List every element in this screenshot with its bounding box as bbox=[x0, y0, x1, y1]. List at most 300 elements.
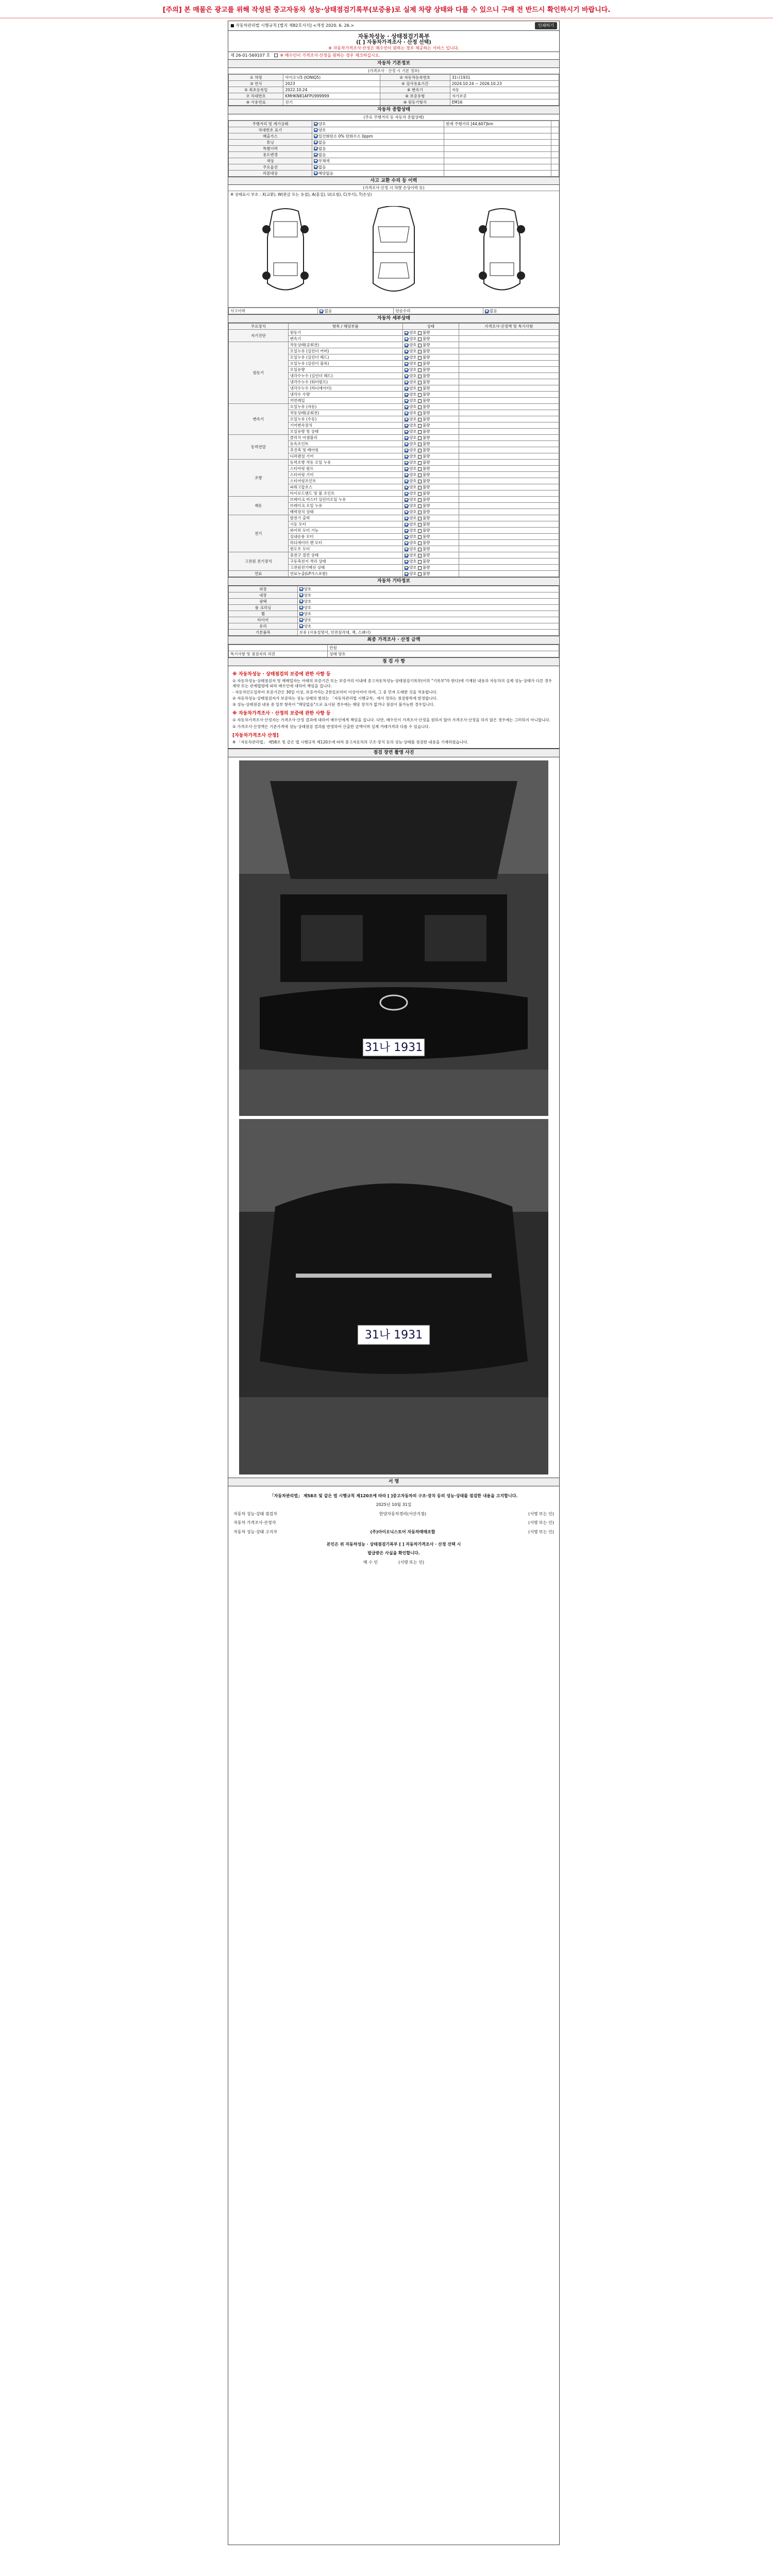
notes-section bbox=[228, 658, 559, 749]
status-bad-label: 불량 bbox=[422, 349, 430, 354]
appraiser-line bbox=[233, 1520, 554, 1526]
status-ok-checkbox[interactable] bbox=[405, 517, 408, 520]
status-ok-label: 양호 bbox=[409, 361, 417, 366]
status-bad-checkbox[interactable] bbox=[418, 467, 422, 471]
rear-photo bbox=[239, 1119, 548, 1475]
status-ok-checkbox[interactable] bbox=[405, 455, 408, 459]
status-ok-label: 양호 bbox=[409, 374, 417, 379]
detail-note bbox=[459, 571, 559, 577]
detail-column-header: 항목 / 해당부품 bbox=[288, 324, 402, 330]
other-info-checkbox[interactable] bbox=[299, 606, 303, 609]
status-bad-label: 불량 bbox=[422, 374, 430, 379]
notice-value: (주)아이오닉스토어 자동차매매조합 bbox=[370, 1529, 435, 1534]
status-ok-checkbox[interactable] bbox=[405, 492, 408, 496]
status-ok-label: 양호 bbox=[409, 417, 417, 422]
detail-column-header: 가격조사·산정액 및 특기사항 bbox=[459, 324, 559, 330]
detail-group-name: 동력전달 bbox=[229, 435, 289, 460]
status-bad-label: 불량 bbox=[422, 522, 430, 527]
general-status-row bbox=[229, 158, 559, 164]
detail-item: 시동 모터 bbox=[288, 521, 402, 528]
status-bad-checkbox[interactable] bbox=[418, 443, 422, 446]
status-bad-checkbox[interactable] bbox=[418, 492, 422, 496]
general-status-price bbox=[551, 164, 559, 170]
notes-heading-1: ※ 자동차성능 · 상태점검의 보증에 관한 사항 등 bbox=[232, 671, 331, 677]
status-ok-checkbox[interactable] bbox=[405, 381, 408, 384]
notes-p6: ② 가격조사·산정액은 기준가격에 성능·상태점검 결과를 반영하여 산출한 금액이며 실제 거래가격과 다를 수 있습니다. bbox=[232, 724, 430, 729]
print-button[interactable]: 인쇄하기 bbox=[535, 22, 557, 29]
detail-group-name: 전기 bbox=[229, 515, 289, 552]
basic-info-title: 자동차 기본정보 bbox=[228, 60, 559, 68]
status-bad-checkbox[interactable] bbox=[418, 511, 422, 514]
status-bad-checkbox[interactable] bbox=[418, 498, 422, 502]
inspection-record-sheet bbox=[228, 21, 560, 2545]
status-bad-checkbox[interactable] bbox=[418, 362, 422, 366]
detail-note bbox=[459, 435, 559, 441]
price-amount: 만원 bbox=[328, 645, 559, 651]
detail-item: 윈도우 모터 bbox=[288, 546, 402, 552]
status-ok-checkbox[interactable] bbox=[405, 541, 408, 545]
general-status-label: 특별이력 bbox=[229, 145, 312, 151]
other-info-checkbox[interactable] bbox=[299, 594, 303, 597]
status-ok-label: 양호 bbox=[409, 571, 417, 577]
detail-item: 디퍼렌셜 기어 bbox=[288, 453, 402, 460]
status-bad-checkbox[interactable] bbox=[418, 418, 422, 421]
status-bad-label: 불량 bbox=[422, 330, 430, 335]
other-info-value: 양호 bbox=[304, 592, 312, 598]
basic-info-label: ⑤ 최초등록일 bbox=[229, 87, 283, 93]
status-bad-label: 불량 bbox=[422, 343, 430, 348]
status-bad-label: 불량 bbox=[422, 454, 430, 459]
status-bad-checkbox[interactable] bbox=[418, 560, 422, 564]
notes-p2: - 자동차인도일부터 보증기간은 30일 이상, 보증거리는 2천킬로미터 이상이어야 하며, 그 중 먼저 도래한 것을 적용합니다. bbox=[232, 689, 438, 694]
basic-info-value2: 2024.10.24 ~ 2026.10.23 bbox=[450, 80, 559, 87]
status-bad-label: 불량 bbox=[422, 559, 430, 564]
detail-item: 오일누유 (실린더 헤드) bbox=[288, 354, 402, 361]
status-ok-checkbox[interactable] bbox=[405, 350, 408, 353]
status-ok-checkbox[interactable] bbox=[405, 473, 408, 477]
appraiser-label: 자동차 가격조사·산정자 bbox=[233, 1520, 276, 1526]
status-ok-label: 양호 bbox=[409, 528, 417, 533]
status-ok-label: 양호 bbox=[409, 553, 417, 558]
status-bad-checkbox[interactable] bbox=[418, 517, 422, 520]
detail-note bbox=[459, 398, 559, 404]
detail-note bbox=[459, 503, 559, 509]
general-status-price bbox=[551, 158, 559, 164]
document-title bbox=[228, 31, 559, 53]
status-bad-checkbox[interactable] bbox=[418, 449, 422, 452]
general-status-detail bbox=[444, 145, 551, 151]
status-checkbox[interactable] bbox=[314, 159, 317, 163]
status-bad-label: 불량 bbox=[422, 510, 430, 515]
status-bad-checkbox[interactable] bbox=[418, 424, 422, 428]
general-status-detail bbox=[444, 158, 551, 164]
rear-image bbox=[239, 1119, 548, 1475]
status-ok-checkbox[interactable] bbox=[405, 560, 408, 564]
status-ok-label: 양호 bbox=[409, 429, 417, 434]
general-status-price bbox=[551, 127, 559, 133]
detail-item: 커먼레일 bbox=[288, 398, 402, 404]
signature-date: 2025년 10월 31일 bbox=[376, 1502, 412, 1507]
general-status-value: 없음 bbox=[318, 140, 326, 145]
notes-heading-2: ※ 자동차가격조사 · 산정의 보증에 관한 사항 등 bbox=[232, 711, 331, 717]
inspector-label: 자동차 성능·상태 점검자 bbox=[233, 1511, 277, 1516]
status-ok-checkbox[interactable] bbox=[405, 430, 408, 434]
detail-note bbox=[459, 552, 559, 558]
detail-note bbox=[459, 515, 559, 521]
detail-item: 오일누유 (실린더 블록) bbox=[288, 361, 402, 367]
status-bad-checkbox[interactable] bbox=[418, 572, 422, 576]
status-ok-label: 양호 bbox=[409, 411, 417, 416]
detail-note bbox=[459, 490, 559, 497]
other-info-checkbox[interactable] bbox=[299, 618, 303, 622]
status-checkbox[interactable] bbox=[314, 165, 317, 169]
other-info-value: 양호 bbox=[304, 586, 312, 591]
detail-item: 구동축전지 격리 상태 bbox=[288, 558, 402, 565]
general-status-detail bbox=[444, 133, 551, 139]
status-bad-label: 불량 bbox=[422, 553, 430, 558]
status-bad-label: 불량 bbox=[422, 565, 430, 570]
plate-text-2: 31나 1931 bbox=[364, 1328, 423, 1342]
general-status-value: 무채색 bbox=[318, 158, 330, 163]
detail-note bbox=[459, 534, 559, 540]
status-ok-checkbox[interactable] bbox=[405, 436, 408, 440]
detail-item: 동력조향 작동 오일 누유 bbox=[288, 460, 402, 466]
status-ok-checkbox[interactable] bbox=[405, 368, 408, 372]
status-bad-checkbox[interactable] bbox=[418, 535, 422, 539]
status-ok-label: 양호 bbox=[409, 454, 417, 459]
general-status-table bbox=[228, 121, 559, 177]
status-bad-checkbox[interactable] bbox=[418, 393, 422, 397]
general-status-label: 리콜대상 bbox=[229, 170, 312, 176]
detail-note bbox=[459, 361, 559, 367]
signature-section bbox=[228, 1478, 559, 1572]
status-ok-label: 양호 bbox=[409, 336, 417, 342]
basic-info-row bbox=[229, 80, 559, 87]
detail-item: 충전구 절연 상태 bbox=[288, 552, 402, 558]
detail-item: 작동상태(공회전) bbox=[288, 410, 402, 416]
car-top-view-icon bbox=[360, 206, 427, 299]
basic-info-table bbox=[228, 74, 559, 106]
title-line1: 자동차성능 · 상태점검기록부 bbox=[358, 32, 430, 40]
detail-item: 발전기 출력 bbox=[288, 515, 402, 521]
general-status-row bbox=[229, 127, 559, 133]
status-ok-checkbox[interactable] bbox=[405, 344, 408, 347]
notes-p5: ① 자동차가격조사·산정자는 가격조사·산정 결과에 대하여 매수인에게 책임을 집니다. 다만, 매수인이 가격조사·산정을 원하지 않아 가격조사·산정을 하지 않은 경우에는 그러하지 아니합니다. bbox=[232, 718, 550, 723]
status-bad-checkbox[interactable] bbox=[418, 529, 422, 533]
detail-group-name: 연료 bbox=[229, 571, 289, 577]
status-ok-checkbox[interactable] bbox=[405, 529, 408, 533]
notes-p1: ① 자동차성능·상태점검자 및 매매업자는 아래의 보증기간 또는 보증거리 이내에 중고자동차성능·상태점검기록부(이하 "기록부"라 한다)에 기재된 내용과 자동차의 실제 성능·상태가 다른 경우 계약 또는 관계법령에 따라 매수인에 대하여 책임을 집니다. bbox=[232, 678, 552, 688]
status-checkbox[interactable] bbox=[314, 141, 317, 144]
general-status-value: 일산화탄소 0% 탄화수소 0ppm bbox=[318, 133, 373, 139]
title-line2: ([ ] 자동차가격조사 · 산정 선택) bbox=[356, 39, 431, 45]
general-status-detail bbox=[444, 170, 551, 176]
other-info-checkbox[interactable] bbox=[299, 600, 303, 603]
detail-group-name: 자기진단 bbox=[229, 330, 289, 342]
status-ok-checkbox[interactable] bbox=[405, 337, 408, 341]
inspector-line bbox=[233, 1512, 554, 1517]
other-info-label: 룸 크리닝 bbox=[229, 604, 298, 611]
status-ok-label: 양호 bbox=[409, 497, 417, 502]
detail-row bbox=[229, 571, 559, 577]
status-bad-checkbox[interactable] bbox=[418, 486, 422, 489]
status-bad-label: 불량 bbox=[422, 497, 430, 502]
form-label: ■ 자동차관리법 시행규칙 [별지 제82호서식] <개정 2020. 6. 26.> bbox=[230, 23, 355, 28]
detail-note bbox=[459, 565, 559, 571]
footer-line2: 발급받은 사실을 확인합니다. bbox=[367, 1551, 420, 1556]
status-bad-checkbox[interactable] bbox=[418, 368, 422, 372]
status-bad-checkbox[interactable] bbox=[418, 405, 422, 409]
detail-item: 기어변속장치 bbox=[288, 422, 402, 429]
status-ok-checkbox[interactable] bbox=[405, 443, 408, 446]
other-info-value: 양호 bbox=[304, 617, 312, 622]
detail-item: 변속기 bbox=[288, 336, 402, 342]
status-bad-checkbox[interactable] bbox=[418, 548, 422, 551]
damage-section bbox=[228, 177, 559, 315]
status-ok-label: 양호 bbox=[409, 398, 417, 403]
detail-group-name: 변속기 bbox=[229, 404, 289, 435]
status-ok-checkbox[interactable] bbox=[405, 375, 408, 378]
detail-item: 원동기 bbox=[288, 330, 402, 336]
detail-item: 스티어링 펌프 bbox=[288, 466, 402, 472]
status-ok-checkbox[interactable] bbox=[405, 486, 408, 489]
status-ok-label: 양호 bbox=[409, 466, 417, 471]
status-bad-checkbox[interactable] bbox=[418, 387, 422, 391]
status-bad-label: 불량 bbox=[422, 417, 430, 422]
price-check-checkbox[interactable] bbox=[274, 54, 278, 57]
status-bad-checkbox[interactable] bbox=[418, 430, 422, 434]
accident-none-checkbox[interactable] bbox=[320, 310, 323, 313]
detail-note bbox=[459, 392, 559, 398]
status-ok-checkbox[interactable] bbox=[405, 356, 408, 360]
detail-note bbox=[459, 441, 559, 447]
status-ok-checkbox[interactable] bbox=[405, 498, 408, 502]
general-status-detail: 현재 주행거리 [44,607]km bbox=[444, 121, 551, 127]
title-note: ※ 자동차가격조사·산정은 매수인이 원하는 경우 제공하는 서비스 입니다. bbox=[328, 45, 459, 50]
basic-info-note: (가격조사 · 산정 시 기본 정보) bbox=[228, 68, 559, 74]
status-ok-checkbox[interactable] bbox=[405, 504, 408, 508]
detail-item: 타이로드엔드 및 볼 조인트 bbox=[288, 490, 402, 497]
detail-group-name: 제동 bbox=[229, 497, 289, 515]
repair-none-checkbox[interactable] bbox=[485, 310, 489, 313]
status-ok-label: 양호 bbox=[409, 423, 417, 428]
status-ok-label: 양호 bbox=[409, 404, 417, 410]
other-info-value: 양호 bbox=[304, 623, 312, 629]
other-info-label: 유리 bbox=[229, 623, 298, 629]
warning-banner-text: [주의] 본 매물은 광고를 위해 작성된 중고자동차 성능·상태점검기록부(보증용)로 실제 차량 상태와 다를 수 있으니 구매 전 반드시 확인하시기 바랍니다. bbox=[162, 6, 611, 14]
detail-note bbox=[459, 521, 559, 528]
status-checkbox[interactable] bbox=[314, 122, 317, 126]
status-ok-checkbox[interactable] bbox=[405, 331, 408, 335]
detail-note bbox=[459, 546, 559, 552]
status-bad-checkbox[interactable] bbox=[418, 473, 422, 477]
detail-note bbox=[459, 404, 559, 410]
detail-note bbox=[459, 379, 559, 385]
detail-item: 추진축 및 베어링 bbox=[288, 447, 402, 453]
price-section bbox=[228, 636, 559, 658]
status-bad-checkbox[interactable] bbox=[418, 344, 422, 347]
status-bad-label: 불량 bbox=[422, 547, 430, 552]
status-checkbox[interactable] bbox=[314, 128, 317, 132]
status-bad-checkbox[interactable] bbox=[418, 504, 422, 508]
detail-note bbox=[459, 429, 559, 435]
status-ok-checkbox[interactable] bbox=[405, 412, 408, 415]
general-status-price bbox=[551, 151, 559, 158]
status-ok-label: 양호 bbox=[409, 565, 417, 570]
status-bad-checkbox[interactable] bbox=[418, 375, 422, 378]
damage-note: (가격조사·산정 시 차량 손상이력 등) bbox=[228, 185, 559, 191]
general-status-value: 없음 bbox=[318, 146, 326, 151]
status-bad-label: 불량 bbox=[422, 336, 430, 342]
detail-row bbox=[229, 515, 559, 521]
status-ok-checkbox[interactable] bbox=[405, 461, 408, 465]
detail-row bbox=[229, 435, 559, 441]
detail-column-header: 상태 bbox=[403, 324, 459, 330]
status-ok-label: 양호 bbox=[409, 472, 417, 478]
detail-note bbox=[459, 460, 559, 466]
detail-note bbox=[459, 558, 559, 565]
status-bad-label: 불량 bbox=[422, 380, 430, 385]
status-ok-checkbox[interactable] bbox=[405, 467, 408, 471]
status-checkbox[interactable] bbox=[314, 134, 317, 138]
general-status-section bbox=[228, 106, 559, 177]
footer-line1: 본인은 위 자동차성능 · 상태점검기록부 [ ] 자동차가격조사 · 산정 선택 시 bbox=[326, 1541, 461, 1547]
basic-items-row bbox=[229, 629, 559, 635]
status-ok-checkbox[interactable] bbox=[405, 399, 408, 403]
detail-group-name: 조향 bbox=[229, 460, 289, 497]
detail-row bbox=[229, 552, 559, 558]
status-ok-checkbox[interactable] bbox=[405, 393, 408, 397]
status-ok-label: 양호 bbox=[409, 460, 417, 465]
status-ok-checkbox[interactable] bbox=[405, 480, 408, 483]
detail-item: 냉각수누수 (실린더 헤드) bbox=[288, 373, 402, 379]
general-status-detail bbox=[444, 164, 551, 170]
general-status-price bbox=[551, 133, 559, 139]
general-status-price bbox=[551, 139, 559, 145]
basic-info-label2: ⑥ 변속기 bbox=[380, 87, 450, 93]
status-ok-checkbox[interactable] bbox=[405, 554, 408, 557]
status-ok-label: 양호 bbox=[409, 559, 417, 564]
status-ok-checkbox[interactable] bbox=[405, 511, 408, 514]
general-status-row bbox=[229, 151, 559, 158]
detail-item: 작동상태(공회전) bbox=[288, 342, 402, 348]
status-ok-label: 양호 bbox=[409, 516, 417, 521]
status-checkbox[interactable] bbox=[314, 172, 317, 175]
status-bad-checkbox[interactable] bbox=[418, 554, 422, 557]
status-bad-label: 불량 bbox=[422, 540, 430, 546]
status-bad-checkbox[interactable] bbox=[418, 331, 422, 335]
detail-item: 연료누출(LP가스포함) bbox=[288, 571, 402, 577]
basic-info-row bbox=[229, 74, 559, 80]
status-ok-checkbox[interactable] bbox=[405, 362, 408, 366]
status-ok-checkbox[interactable] bbox=[405, 572, 408, 576]
detail-note bbox=[459, 484, 559, 490]
status-bad-checkbox[interactable] bbox=[418, 381, 422, 384]
status-bad-checkbox[interactable] bbox=[418, 480, 422, 483]
general-status-label: 배출가스 bbox=[229, 133, 312, 139]
status-ok-checkbox[interactable] bbox=[405, 418, 408, 421]
notice-line bbox=[233, 1530, 554, 1535]
notes-title: 점 검 사 항 bbox=[228, 658, 559, 666]
status-checkbox[interactable] bbox=[314, 153, 317, 157]
other-info-checkbox[interactable] bbox=[299, 587, 303, 591]
status-ok-label: 양호 bbox=[409, 485, 417, 490]
status-bad-checkbox[interactable] bbox=[418, 436, 422, 440]
status-ok-checkbox[interactable] bbox=[405, 387, 408, 391]
status-bad-checkbox[interactable] bbox=[418, 412, 422, 415]
status-bad-label: 불량 bbox=[422, 503, 430, 509]
basic-info-label2: ⑧ 보증유형 bbox=[380, 93, 450, 99]
general-status-note: (주요 주행거리 등 자동차 종합상태) bbox=[228, 114, 559, 121]
notes-value: 상태 양호 bbox=[328, 651, 559, 657]
status-ok-checkbox[interactable] bbox=[405, 405, 408, 409]
signature-body bbox=[228, 1486, 559, 1572]
status-bad-label: 불량 bbox=[422, 460, 430, 465]
status-bad-checkbox[interactable] bbox=[418, 461, 422, 465]
status-bad-checkbox[interactable] bbox=[418, 356, 422, 360]
detail-item: 클러치 어셈블리 bbox=[288, 435, 402, 441]
basic-info-label2: ④ 검사유효기간 bbox=[380, 80, 450, 87]
status-checkbox[interactable] bbox=[314, 147, 317, 150]
status-ok-checkbox[interactable] bbox=[405, 449, 408, 452]
status-ok-label: 양호 bbox=[409, 522, 417, 527]
detail-column-header: 주요장치 bbox=[229, 324, 289, 330]
status-ok-checkbox[interactable] bbox=[405, 566, 408, 570]
detail-note bbox=[459, 497, 559, 503]
status-bad-label: 불량 bbox=[422, 528, 430, 533]
status-bad-checkbox[interactable] bbox=[418, 566, 422, 570]
basic-info-row bbox=[229, 99, 559, 105]
general-status-price bbox=[551, 170, 559, 176]
status-ok-label: 양호 bbox=[409, 330, 417, 335]
status-ok-checkbox[interactable] bbox=[405, 548, 408, 551]
detail-item: 냉각수 수량 bbox=[288, 392, 402, 398]
general-status-row bbox=[229, 139, 559, 145]
status-ok-checkbox[interactable] bbox=[405, 523, 408, 527]
detail-title: 자동차 세부상태 bbox=[228, 315, 559, 323]
detail-note bbox=[459, 478, 559, 484]
status-ok-checkbox[interactable] bbox=[405, 535, 408, 539]
general-status-label: 색상 bbox=[229, 158, 312, 164]
other-info-checkbox[interactable] bbox=[299, 624, 303, 628]
detail-section bbox=[228, 315, 559, 578]
detail-note bbox=[459, 385, 559, 392]
status-bad-checkbox[interactable] bbox=[418, 523, 422, 527]
detail-item: 파워고압호스 bbox=[288, 484, 402, 490]
status-bad-checkbox[interactable] bbox=[418, 455, 422, 459]
status-bad-checkbox[interactable] bbox=[418, 541, 422, 545]
general-status-title: 자동차 종합상태 bbox=[228, 106, 559, 114]
other-info-value: 양호 bbox=[304, 611, 312, 616]
status-bad-checkbox[interactable] bbox=[418, 399, 422, 403]
status-ok-label: 양호 bbox=[409, 547, 417, 552]
basic-info-value2: 자가보증 bbox=[450, 93, 559, 99]
inspector-sign: (서명 또는 인) bbox=[528, 1511, 554, 1516]
status-ok-checkbox[interactable] bbox=[405, 424, 408, 428]
other-info-row bbox=[229, 586, 559, 592]
photo-title: 점검 장면 촬영 사진 bbox=[228, 749, 559, 757]
engine-bay-photo bbox=[239, 760, 548, 1116]
notes-heading-3: [자동차가격조사 산정] bbox=[232, 733, 279, 738]
status-ok-label: 양호 bbox=[409, 491, 417, 496]
status-bad-checkbox[interactable] bbox=[418, 350, 422, 353]
status-bad-label: 불량 bbox=[422, 404, 430, 410]
other-info-checkbox[interactable] bbox=[299, 612, 303, 616]
other-info-row bbox=[229, 604, 559, 611]
detail-row bbox=[229, 404, 559, 410]
status-bad-label: 불량 bbox=[422, 392, 430, 397]
status-bad-checkbox[interactable] bbox=[418, 337, 422, 341]
